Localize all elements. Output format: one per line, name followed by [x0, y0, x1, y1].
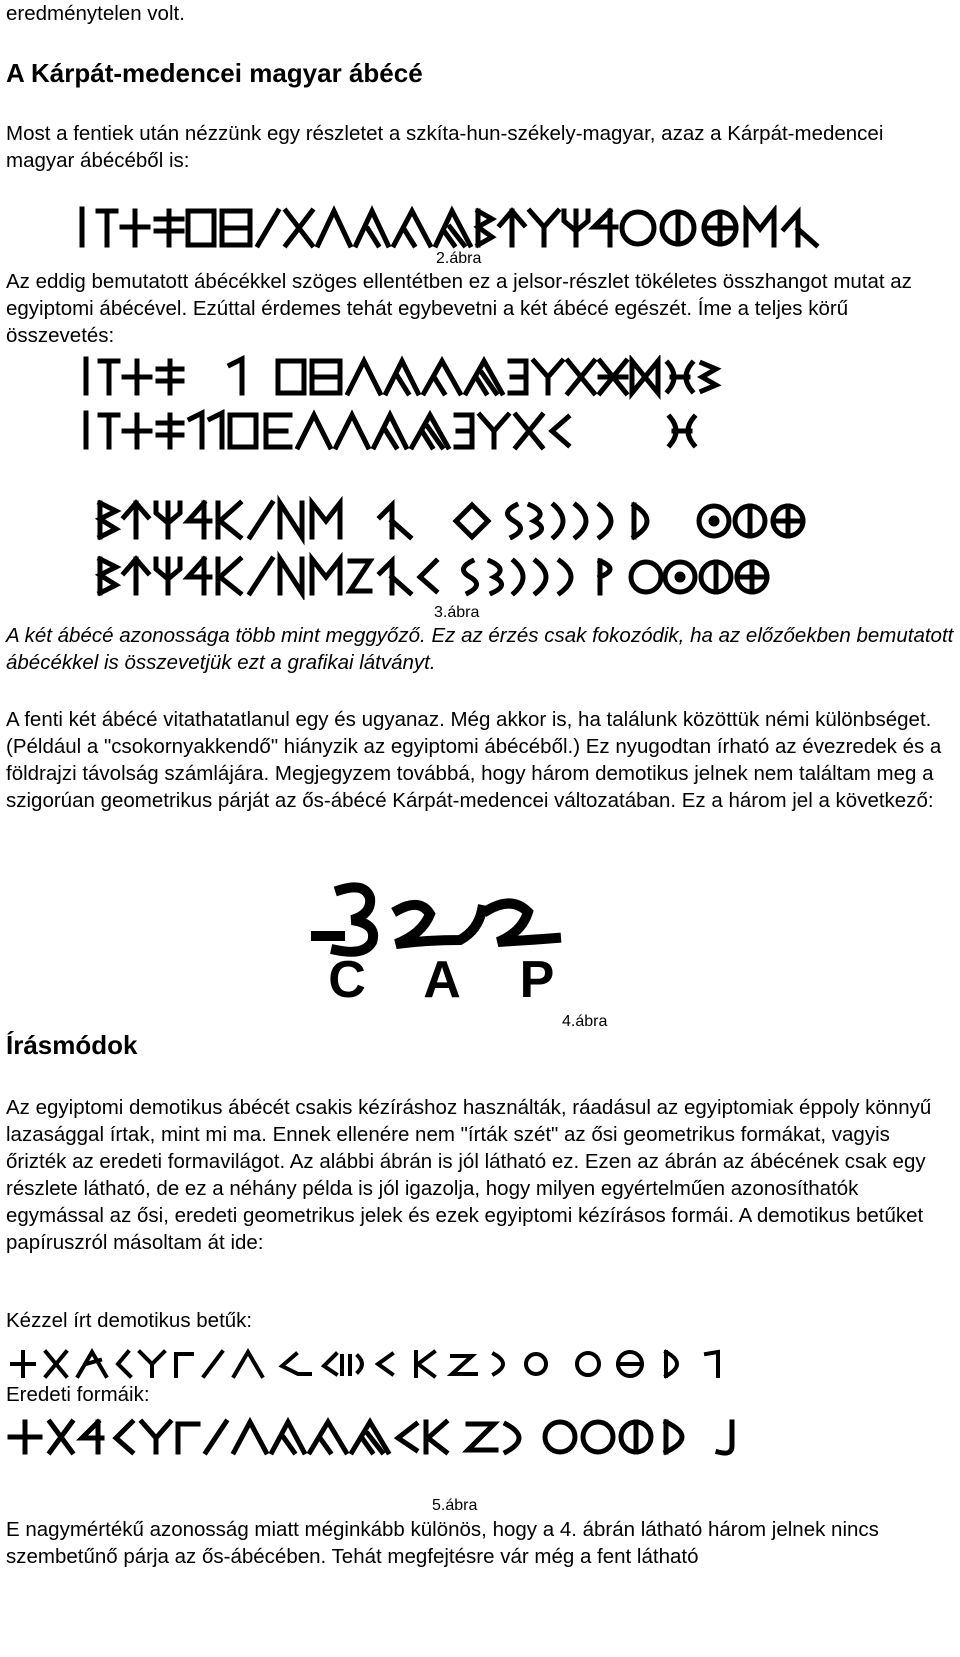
intro-paragraph: Most a fentiek után nézzünk egy részletet a szkíta-hun-székely-magyar, azaz a Kárpát-medencei magyar ábécéből is:: [6, 122, 884, 172]
section-heading-writing-styles: Írásmódok: [6, 1030, 138, 1060]
handwritten-label: Kézzel írt demotikus betűk:: [6, 1309, 253, 1332]
figure-4-letters: [322, 952, 562, 1008]
figure-2-rune-row: [78, 205, 848, 249]
letter-a: A: [423, 951, 461, 1009]
figure-5-caption: 5.ábra: [432, 1497, 478, 1514]
section-heading-carpathian-alphabet: A Kárpát-medencei magyar ábécé: [6, 58, 423, 88]
comparison-paragraph: Az eddig bemutatott ábécékkel szöges ellentétben ez a jelsor-részlet tökéletes összhangot mutat az egyiptomi ábécével. Ezúttal érdemes tehát egybevetni a két ábécé egészét. Íme a teljes körű összevetés:: [6, 270, 912, 347]
letter-p: P: [519, 951, 555, 1009]
writing-styles-paragraph: Az egyiptomi demotikus ábécét csakis kézíráshoz használták, ráadásul az egyiptomiak éppoly könnyű lazasággal írtak, mint mi ma. Ennek ellenére nem "írták szét" az ősi geometrikus formákat, vagyis őrizték az eredeti formavilágot. Az alábbi ábrán is jól látható ez. Ezen az ábrán az ábécének csak egy részlete látható, de ez a néhány példa is jól igazolja, hogy milyen egyértelműen azonosíthatók egymással az ősi, eredeti geometrikus jelek és ezek egyiptomi kézírásos formái. A demotikus betűket papíruszról másoltam át ide:: [6, 1096, 932, 1254]
figure-3-alphabet-comparison: [80, 355, 840, 600]
figure-4-caption: 4.ábra: [562, 1013, 608, 1030]
figure-5-original-row: [6, 1416, 766, 1458]
figure-5-handwritten-row: [6, 1346, 766, 1382]
figure-3-caption: 3.ábra: [434, 604, 480, 621]
difference-paragraph: A fenti két ábécé vitathatatlanul egy és ugyanaz. Még akkor is, ha találunk közöttük némi különbséget. (Például a "csokornyakkendő" hiányzik az egyiptomi ábécéből.) Ez nyugodtan írható az évezredek és a földrajzi távolság számlájára. Megjegyzem továbbá, hogy három demotikus jelnek nem találtam meg a szigorúan geometrikus párját az ős-ábécé Kárpát-medencei változatában. Ez a három jel a következő:: [6, 708, 942, 812]
italic-paragraph: A két ábécé azonossága több mint meggyőző. Ez az érzés csak fokozódik, ha az előzőekben bemutatott ábécékkel is összevetjük ezt a grafikai látványt.: [6, 624, 954, 674]
letter-c: C: [328, 951, 366, 1009]
original-forms-label: Eredeti formáik:: [6, 1383, 150, 1406]
figure-2-caption: 2.ábra: [436, 250, 482, 267]
closing-paragraph: E nagymértékű azonosság miatt méginkább különös, hogy a 4. ábrán látható három jelnek nincs szembetűnő párja az ős-ábécében. Tehát megfejtésre vár még a fent látható: [6, 1518, 879, 1568]
text-continuation: eredménytelen volt.: [6, 2, 185, 25]
figure-4-demotic-signs: [310, 880, 570, 960]
